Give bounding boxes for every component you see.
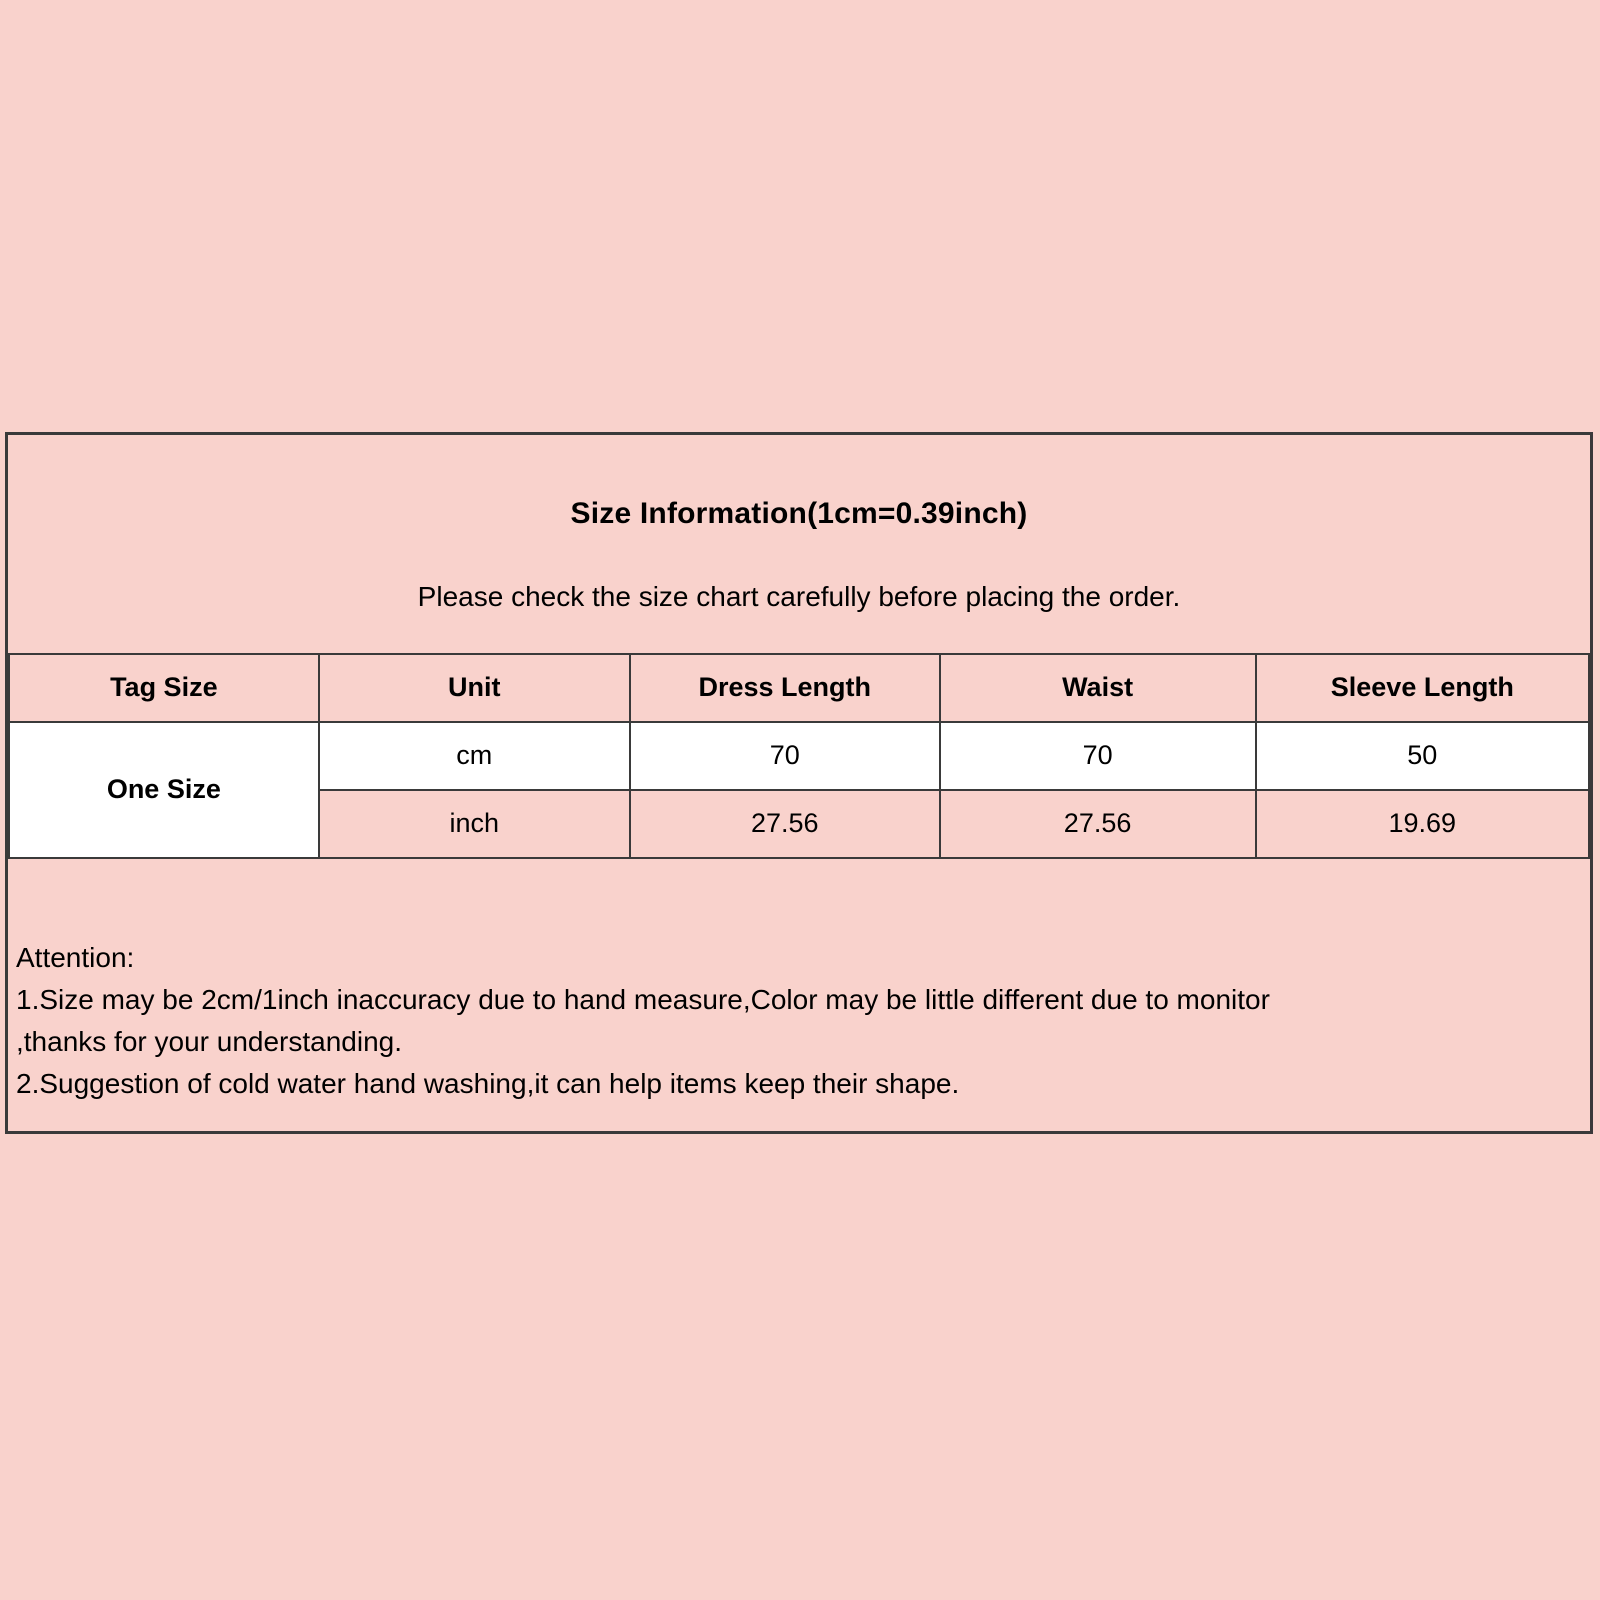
chart-subtitle: Please check the size chart carefully before placing the order. xyxy=(417,581,1181,612)
cell-waist-inch: 27.56 xyxy=(940,790,1256,858)
attention-line-2: ,thanks for your understanding. xyxy=(16,1025,403,1057)
attention-note xyxy=(8,859,1590,1131)
column-header-tag-size: Tag Size xyxy=(9,654,319,722)
column-header-sleeve-length: Sleeve Length xyxy=(1256,654,1589,722)
size-table-body xyxy=(9,722,1589,858)
cell-dress-length-inch: 27.56 xyxy=(630,790,940,858)
chart-title: Size Information(1cm=0.39inch) xyxy=(570,497,1028,530)
cell-sleeve-length-inch: 19.69 xyxy=(1256,790,1589,858)
cell-sleeve-length-cm: 50 xyxy=(1256,722,1589,790)
attention-heading: Attention: xyxy=(16,941,135,973)
cell-unit-cm: cm xyxy=(319,722,630,790)
attention-line-1: 1.Size may be 2cm/1inch inaccuracy due to hand measure,Color may be little different due to monitor xyxy=(16,983,1270,1015)
table-row xyxy=(9,722,1589,790)
cell-dress-length-cm: 70 xyxy=(630,722,940,790)
size-table-head xyxy=(9,654,1589,722)
cell-tag-size-value: One Size xyxy=(9,722,319,858)
column-header-dress-length: Dress Length xyxy=(630,654,940,722)
cell-waist-cm: 70 xyxy=(940,722,1256,790)
cell-unit-inch: inch xyxy=(319,790,630,858)
attention-line-3: 2.Suggestion of cold water hand washing,it can help items keep their shape. xyxy=(16,1067,960,1099)
table-header-row xyxy=(9,654,1589,722)
size-chart-block xyxy=(5,432,1593,1134)
size-table xyxy=(8,653,1590,859)
column-header-unit: Unit xyxy=(319,654,630,722)
column-header-waist: Waist xyxy=(940,654,1256,722)
chart-header xyxy=(8,435,1590,653)
